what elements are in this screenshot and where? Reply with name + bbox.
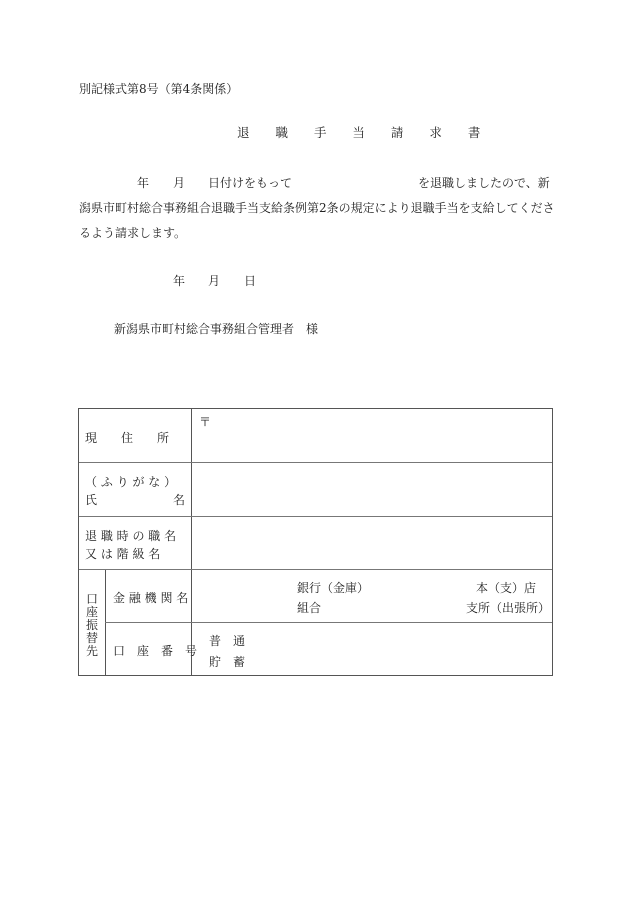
document-title: 退 職 手 当 請 求 書 bbox=[237, 125, 492, 140]
name-label-right: 名 bbox=[172, 493, 185, 507]
form-identifier: 別記様式第8号（第4条関係） bbox=[79, 82, 239, 96]
name-label-left: 氏 bbox=[85, 493, 98, 507]
submission-day-label: 日 bbox=[244, 274, 257, 288]
address-label: 現 住 所 bbox=[85, 431, 170, 445]
label-column-divider bbox=[191, 409, 192, 675]
account-type-ordinary[interactable]: 普 通 bbox=[209, 634, 246, 648]
position-field[interactable] bbox=[193, 518, 549, 568]
row-divider bbox=[79, 516, 552, 517]
account-transfer-label: 口座振替先 bbox=[86, 592, 99, 658]
retire-statement: を退職しましたので、新 bbox=[418, 176, 550, 190]
retire-month-label: 月 bbox=[173, 176, 186, 190]
retire-year-label: 年 bbox=[137, 176, 150, 190]
row-divider bbox=[79, 462, 552, 463]
address-field[interactable] bbox=[199, 423, 549, 459]
furigana-label: （ ふ り が な ） bbox=[85, 475, 177, 489]
body-line-3: るよう請求します。 bbox=[79, 226, 187, 240]
retire-day-text: 日付けをもって bbox=[208, 176, 293, 190]
branch-type-2: 支所（出張所） bbox=[466, 601, 551, 615]
account-number-label: 口 座 番 号 bbox=[113, 644, 198, 658]
bank-type-2: 組合 bbox=[297, 601, 322, 615]
submission-year-label: 年 bbox=[173, 274, 186, 288]
submission-month-label: 月 bbox=[208, 274, 221, 288]
postal-mark: 〒 bbox=[199, 415, 212, 429]
bank-name-label: 金 融 機 関 名 bbox=[113, 591, 189, 605]
name-field[interactable] bbox=[193, 464, 549, 514]
row-divider bbox=[105, 622, 552, 623]
bank-type-1: 銀行（金庫） bbox=[297, 581, 370, 595]
row-divider bbox=[79, 569, 552, 570]
position-label-line2: 又 は 階 級 名 bbox=[85, 547, 161, 561]
position-label-line1: 退 職 時 の 職 名 bbox=[85, 529, 177, 543]
request-info-table bbox=[78, 408, 553, 676]
name-label bbox=[85, 491, 185, 508]
addressee: 新潟県市町村総合事務組合管理者 様 bbox=[114, 322, 319, 336]
branch-type-1: 本（支）店 bbox=[476, 581, 537, 595]
account-type-savings[interactable]: 貯 蓄 bbox=[209, 655, 246, 669]
body-line-2: 潟県市町村総合事務組合退職手当支給条例第2条の規定により退職手当を支給してくださ bbox=[79, 201, 555, 215]
